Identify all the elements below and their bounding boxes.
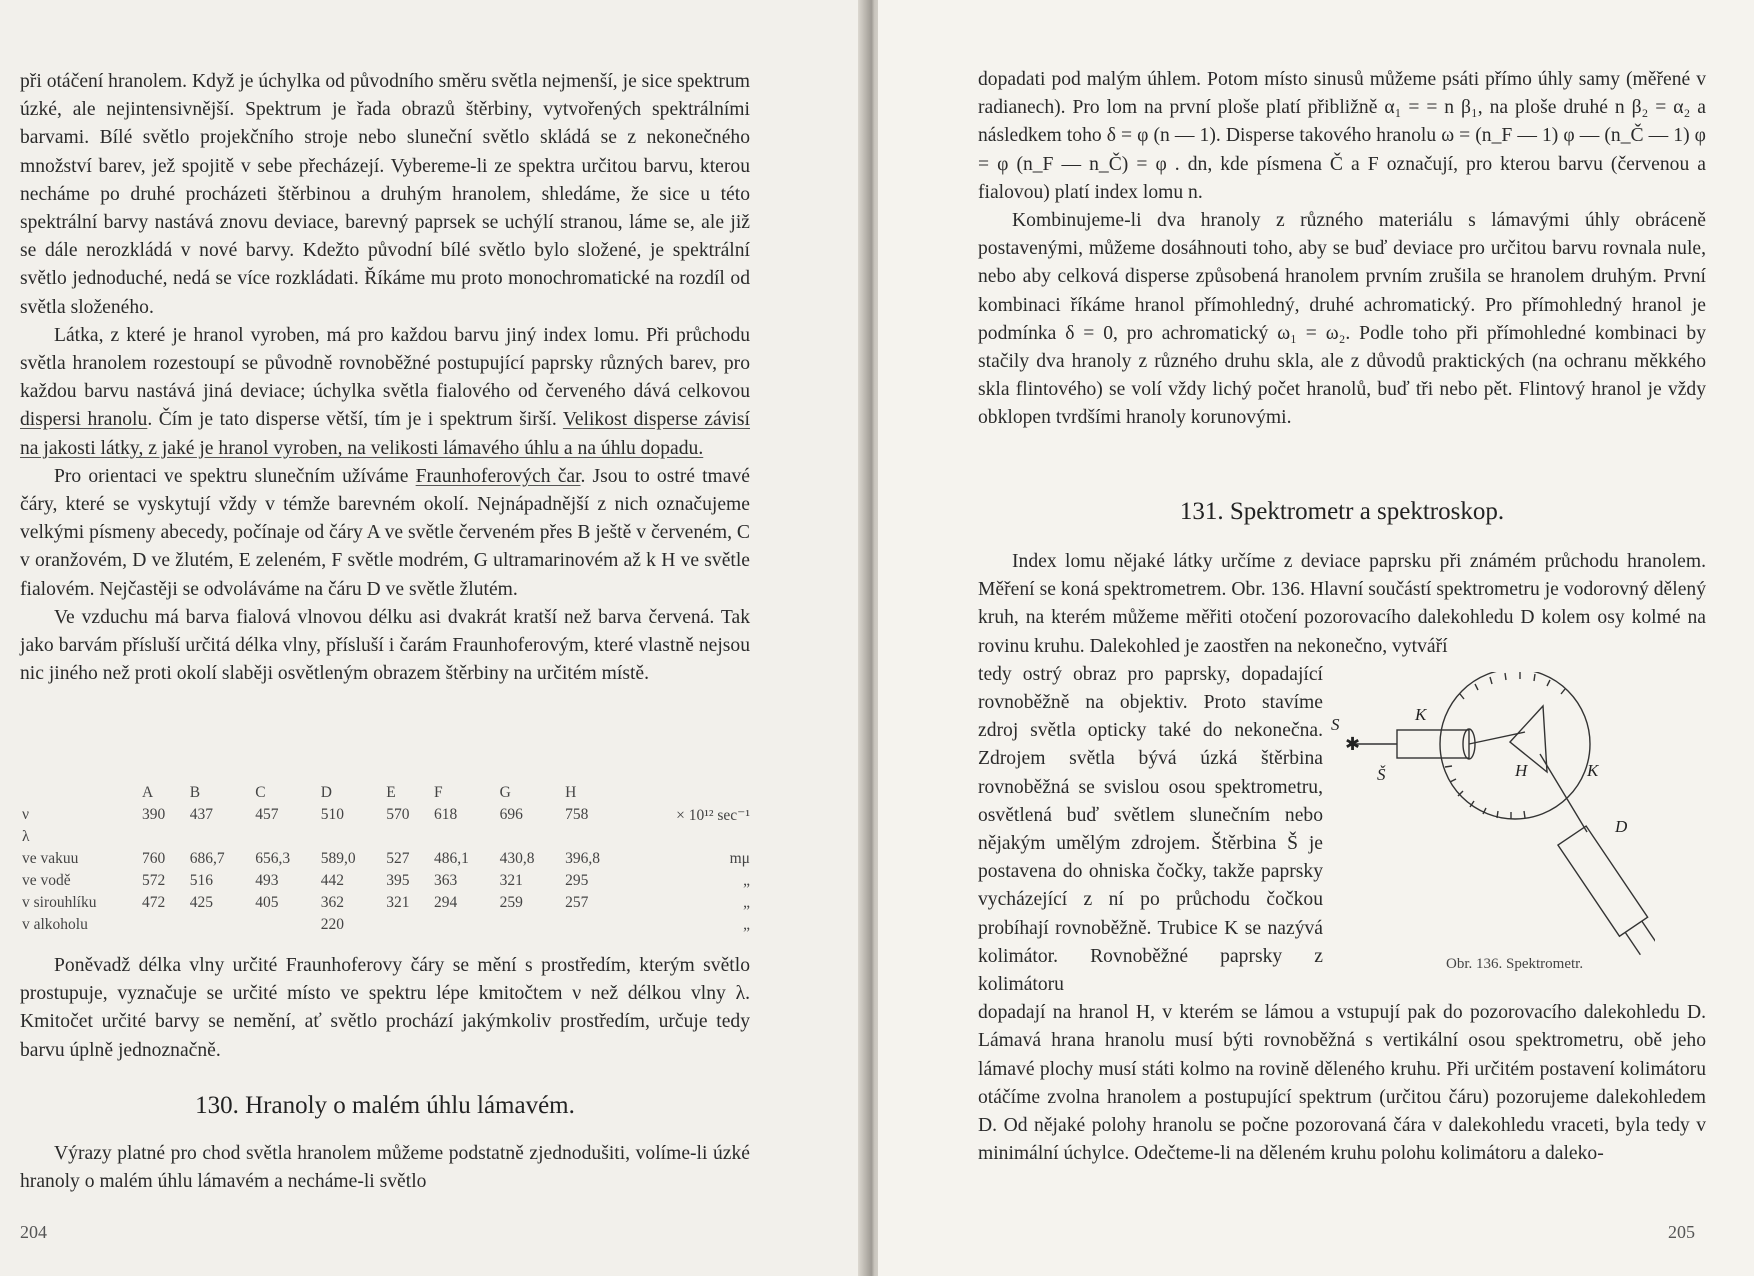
table-cell [18, 782, 138, 804]
table-unit [627, 826, 758, 848]
table-row-label: λ [22, 828, 30, 845]
telescope-tube [1558, 826, 1655, 959]
collimator-tube [1397, 730, 1469, 758]
table-cell: 321 [386, 894, 410, 911]
table-cell: 686,7 [189, 850, 225, 867]
table-cell: 437 [189, 806, 213, 823]
right-paragraph-3-continued: dopadají na hranol H, v kterém se lámou a vstupují pak do pozorovacího dalekohledu D. Lámavá hrana hranolu musí býti rovnoběžná s vertikální osou spektrometru, obě jeho lámavé plochy musí státi kolmo na rovině děleného kruhu. Při určitém postavení kolimátoru otáčíme zvolna hranolem a postupující spektrum (určitou čáru) pozorujeme dalekohledem D. Od nějaké polohy hranolu se počne pozorovaná čára v dalekohledu vraceti, byla tedy v minimální úchylce. Odečteme-li na děleném kruhu polohu kolimátoru a daleko- [978, 1002, 1706, 1165]
table-cell [561, 826, 627, 848]
right-paragraph-1: dopadati pod malým úhlem. Potom místo sinusů můžeme psáti přímo úhly samy (měřené v radianech). Pro lom na první ploše platí přibližně α₁ = = n β₁, na ploše druhé n β₂ = α₂ a následkem toho δ = φ (n — 1). Disperse takového hranolu ω = (n_F — 1) φ — (n_Č — 1) φ = φ (n_F — n_Č) = φ . dn, kde písmena Č a F označují, pro kterou barvu (červenou a fialovou) platí index lomu n. [978, 69, 1706, 203]
section-heading-131: 131. Spektrometr a spektroskop. [1179, 498, 1505, 525]
left-text-block-bottom [20, 1140, 750, 1196]
table-header-cell: D [320, 784, 332, 801]
table-cell: 259 [499, 894, 523, 911]
table-header-cell: H [565, 784, 577, 801]
table-cell: 295 [565, 872, 589, 889]
table-cell [138, 826, 186, 848]
table-cell: 510 [320, 806, 345, 823]
label-d: D [1615, 817, 1628, 836]
table-cell [430, 914, 496, 936]
table-cell [382, 914, 430, 936]
table-unit: „ [743, 916, 750, 933]
figure-caption: Obr. 136. Spektrometr. [1446, 956, 1584, 972]
table-header-row [18, 782, 758, 804]
table-cell [627, 782, 758, 804]
table-cell [430, 826, 496, 848]
table-header-cell: G [499, 784, 511, 801]
table-cell: 570 [386, 806, 410, 823]
table-cell [561, 914, 627, 936]
table-cell [138, 914, 186, 936]
paragraph-text: Pro orientaci ve spektru slunečním užíváme [54, 465, 409, 487]
right-page [878, 0, 1754, 1276]
table-row-label: ve vakuu [22, 850, 79, 867]
table-cell: 589,0 [320, 850, 356, 867]
left-text-block-lower [20, 952, 750, 1065]
label-k: K [1415, 705, 1427, 724]
table-cell: 390 [142, 806, 166, 823]
page-number-right: 205 [1668, 1222, 1695, 1242]
right-paragraph-2: Kombinujeme-li dva hranoly z různého materiálu s lámavými úhly obráceně postavenými, můžeme dosáhnouti toho, aby se buď deviace pro určitou barvu rovnala nule, nebo aby celková disperse způsobená hranolem prvním zrušila se hranolem druhým. První kombinaci říkáme hranol přímohledný, druhé achromatický. Pro přímohledný hranol je podmínka δ = 0, pro achromatický ω₁ = ω₂. Podle toho při přímohledné kombinaci by stačily dva hranoly z různého druhu skla, ale z důvodů praktických (na ochranu měkkého skla flintového) se volí vždy lichý počet hranolů, buď tři nebo pět. Flintový hranol je vždy obklopen tvrdšími hranoly korunovými. [978, 210, 1706, 429]
right-paragraph-3: Index lomu nějaké látky určíme z deviace paprsku při známém průchodu hranolem. Měření se koná spektrometrem. Obr. 136. Hlavní součástí spektrometru je vodorovný dělený kruh, na kterém můžeme měřiti otočení pozorovacího dalekohledu D kolem osy kolmé na rovinu kruhu. Dalekohled je zaostřen na nekonečno, vytváří [978, 551, 1706, 657]
underlined-term-fraunhofer: Fraunhoferových čar [415, 465, 581, 487]
left-paragraph-1: při otáčení hranolem. Když je úchylka od původního směru světla nejmenší, je sice spektrum úzké, ale nejintensivnější. Spektrum je řada obrazů štěrbiny, vytvořených spektrálními barvami. Bílé světlo projekčního stroje nebo sluneční světlo skládá se z nekonečného množství barev, jež spojitě v sebe přecházejí. Vybereme-li ze spektra určitou barvu, kterou necháme po druhé procházeti štěrbinou a druhým hranolem, shledáme, že sice u této spektrální barvy nastává znovu deviace, barevný paprsek se uchýlí stranou, láme se, ale již se dále nerozkládá v nové barvy. Kdežto původní bílé světlo bylo složené, je spektrální světlo jednoduché, nedá se více rozkládati. Říkáme mu proto monochromatické na rozdíl od světla složeného. [20, 71, 750, 318]
table-cell: 430,8 [499, 850, 535, 867]
left-paragraph-5: Poněvadž délka vlny určité Fraunhoferovy čáry se mění s prostředím, kterým světlo prostupuje, vyznačuje se určité místo ve spektru lépe kmitočtem ν než délkou vlny λ. Kmitočet určité barvy se nemění, ať světlo prochází jakýmkoliv prostředím, určuje tedy barvu úplně jednoznačně. [20, 955, 750, 1061]
table-unit: „ [743, 872, 750, 889]
refracted-ray [1540, 754, 1587, 832]
table-header-cell: B [189, 784, 201, 801]
paragraph-text: Látka, z které je hranol vyroben, má pro každou barvu jiný index lomu. Při průchodu světla hranolem rozestoupí se původně rovnoběžné postupující paprsky různých barev, pro každou barvu nastává jiná deviace; úchylka světla fialového od červeného dává celkovou [20, 324, 750, 403]
spectrometer-figure [1325, 672, 1655, 962]
table-row [18, 848, 758, 870]
table-row-label: ve vodě [22, 872, 71, 889]
table-cell [186, 826, 252, 848]
left-paragraph-6: Výrazy platné pro chod světla hranolem můžeme podstatně zjednodušiti, volíme-li úzké hranoly o malém úhlu lámavém a necháme-li světlo [20, 1143, 750, 1193]
table-header-cell: E [386, 784, 396, 801]
table-cell [496, 914, 562, 936]
table-cell: 527 [386, 850, 410, 867]
table-cell: 220 [320, 916, 345, 933]
table-cell: 321 [499, 872, 523, 889]
table-row [18, 826, 758, 848]
table-header-cell: F [434, 784, 443, 801]
table-cell [382, 826, 430, 848]
left-page [0, 0, 870, 1276]
light-source-icon: ✱ [1345, 734, 1361, 755]
table-cell [251, 826, 317, 848]
table-cell: 395 [386, 872, 410, 889]
table-cell [251, 914, 317, 936]
left-paragraph-3 [20, 463, 750, 604]
label-s: S [1331, 715, 1340, 734]
left-paragraph-2 [20, 322, 750, 463]
table-cell: 362 [320, 894, 345, 911]
table-unit: „ [743, 894, 750, 911]
table-cell: 486,1 [434, 850, 469, 867]
right-paragraph-3-wrapped: tedy ostrý obraz pro paprsky, dopadající rovnoběžně na objektiv. Proto stavíme zdroj světla opticky také do nekonečna. Zdrojem světla bývá úzká štěrbina rovnoběžná se svislou osou spektrometru, osvětlená buď světlem slunečním nebo nějakým umělým zdrojem. Štěrbina Š je postavena do ohniska čočky, takže paprsky vycházející z ní po průchodu čočkou probíhají rovnoběžně. Trubice K se nazývá kolimátor. Rovnoběžné paprsky z kolimátoru [978, 663, 1323, 996]
section-heading-130: 130. Hranoly o malém úhlu lámavém. [195, 1092, 575, 1119]
fraunhofer-table [18, 782, 758, 936]
label-k2: K [1587, 761, 1599, 780]
table-row [18, 914, 758, 936]
page-number-left: 204 [20, 1222, 47, 1242]
table-cell [186, 914, 252, 936]
table-row-label: v sirouhlíku [22, 894, 97, 911]
underlined-sentence: Velikost disperse závisí na jakosti látky, z jaké je hranol vyroben, na velikosti lámavého úhlu a na úhlu dopadu. [20, 409, 750, 459]
label-slit: Š [1377, 765, 1386, 784]
table-cell: 758 [565, 806, 589, 823]
paragraph-text: . Jsou to ostré tmavé čáry, které se vyskytují vždy v témže barevném okolí. Nejnápadnější z nich označujeme velkými písmeny abecedy, počínaje od čáry A ve světle červeném přes B ještě v červeném, C v oranžovém, D ve žlutém, E zeleném, F světle modrém, G ultramarinovém až k H ve světle fialovém. Nejčastěji se odvoláváme na čáru D ve světle žlutém. [20, 465, 750, 600]
table-cell: 618 [434, 806, 458, 823]
table-unit: mμ [729, 850, 750, 867]
table-cell: 257 [565, 894, 589, 911]
table-cell: 396,8 [565, 850, 600, 867]
table-row-label: ν [22, 806, 30, 823]
label-h: H [1515, 761, 1528, 780]
table-cell: 696 [499, 806, 523, 823]
table-cell [317, 826, 383, 848]
paragraph-text: . Čím je tato disperse větší, tím je i spektrum širší. [147, 409, 557, 431]
table-header-cell: C [255, 784, 266, 801]
table-cell: 760 [142, 850, 166, 867]
table-cell: 405 [255, 894, 279, 911]
table-cell: 493 [255, 872, 279, 889]
table-row [18, 804, 758, 826]
table-cell: 425 [189, 894, 213, 911]
left-paragraph-4: Ve vzduchu má barva fialová vlnovou délku asi dvakrát kratší než barva červená. Tak jako barvám přísluší určitá délka vlny, přísluší i čarám Fraunhoferovým, které vlastně nejsou nic jiného než proti okolí slaběji osvětleným obrazem štěrbiny na určitém místě. [20, 606, 750, 685]
table-row [18, 892, 758, 914]
table-cell: 516 [189, 872, 213, 889]
table-cell: 656,3 [255, 850, 291, 867]
table-header-cell: A [142, 784, 154, 801]
table-cell: 472 [142, 894, 166, 911]
table-cell [496, 826, 562, 848]
right-text-block [978, 66, 1706, 433]
table-cell: 457 [255, 806, 279, 823]
left-text-block [20, 68, 750, 688]
table-cell: 294 [434, 894, 458, 911]
table-cell: 572 [142, 872, 166, 889]
table-row [18, 870, 758, 892]
table-cell: 363 [434, 872, 458, 889]
table-cell: 442 [320, 872, 345, 889]
underlined-term-dispersion: dispersi hranolu [20, 409, 148, 431]
table-unit: × 10¹² sec⁻¹ [676, 806, 750, 824]
table-row-label: v alkoholu [22, 916, 88, 933]
